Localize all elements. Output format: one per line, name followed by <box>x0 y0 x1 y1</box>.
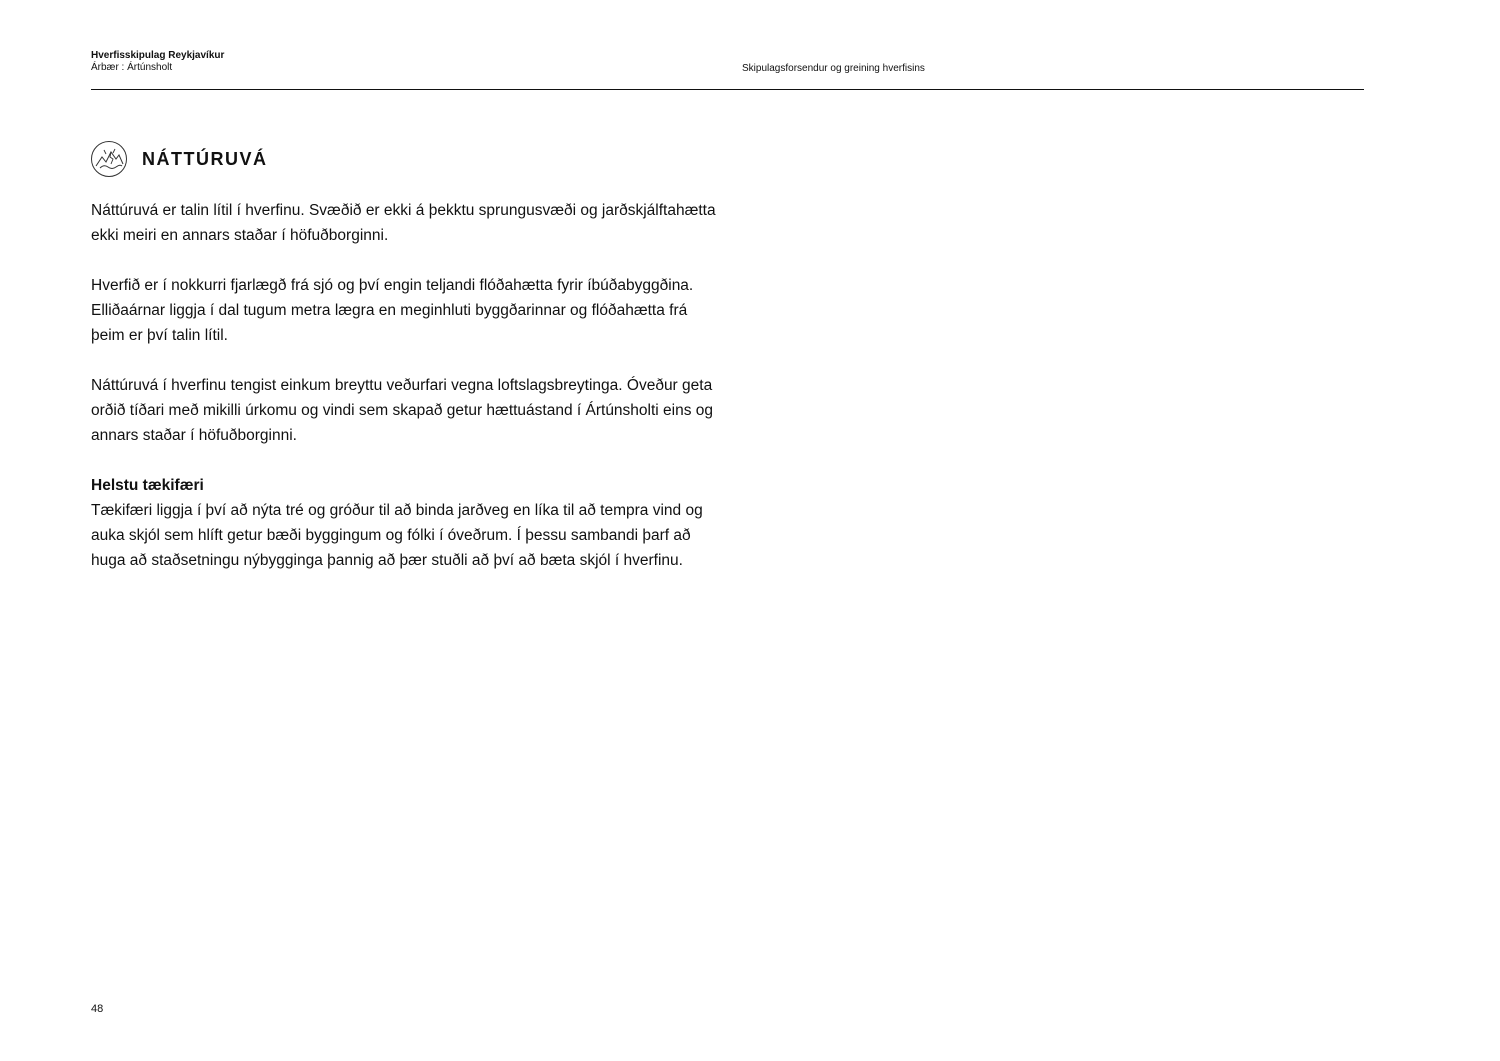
header-divider <box>91 89 1364 90</box>
paragraph-geology: Náttúruvá er talin lítil í hverfinu. Svæðið er ekki á þekktu sprungusvæði og jarðskjálftahætta ekki meiri en annars staðar í höfuðborginni. <box>91 202 716 244</box>
document-subtitle: Árbær : Ártúnsholt <box>91 62 173 73</box>
opportunities-paragraph: Tækifæri liggja í því að nýta tré og gróður til að binda jarðveg en líka til að tempra vind og auka skjól sem hlíft getur bæði byggingum og fólki í óveðrum. Í þessu sambandi þarf að huga að staðsetningu nýbygginga þannig að þær stuðli að því að bæta skjól í hverfinu. <box>91 502 703 569</box>
opportunities-heading: Helstu tækifæri <box>91 477 204 494</box>
section-heading <box>90 140 268 178</box>
document-header <box>91 50 224 74</box>
body-text <box>91 198 721 598</box>
document-title: Hverfisskipulag Reykjavíkur <box>91 50 225 61</box>
natural-hazard-icon <box>90 140 128 178</box>
paragraph-flooding: Hverfið er í nokkurri fjarlægð frá sjó og því engin teljandi flóðahætta fyrir íbúðabyggðina. Elliðaárnar liggja í dal tugum metra lægra en meginhluti byggðarinnar og flóðahætta frá þeim er því talin lítil. <box>91 277 694 344</box>
page-number: 48 <box>91 1003 104 1015</box>
section-label: Skipulagsforsendur og greining hverfisins <box>742 63 925 74</box>
section-title: NÁTTÚRUVÁ <box>142 148 268 169</box>
paragraph-climate: Náttúruvá í hverfinu tengist einkum breyttu veðurfari vegna loftslagsbreytinga. Óveður geta orðið tíðari með mikilli úrkomu og vindi sem skapað getur hættuástand í Ártúnsholti eins og annars staðar í höfuðborginni. <box>91 377 714 444</box>
